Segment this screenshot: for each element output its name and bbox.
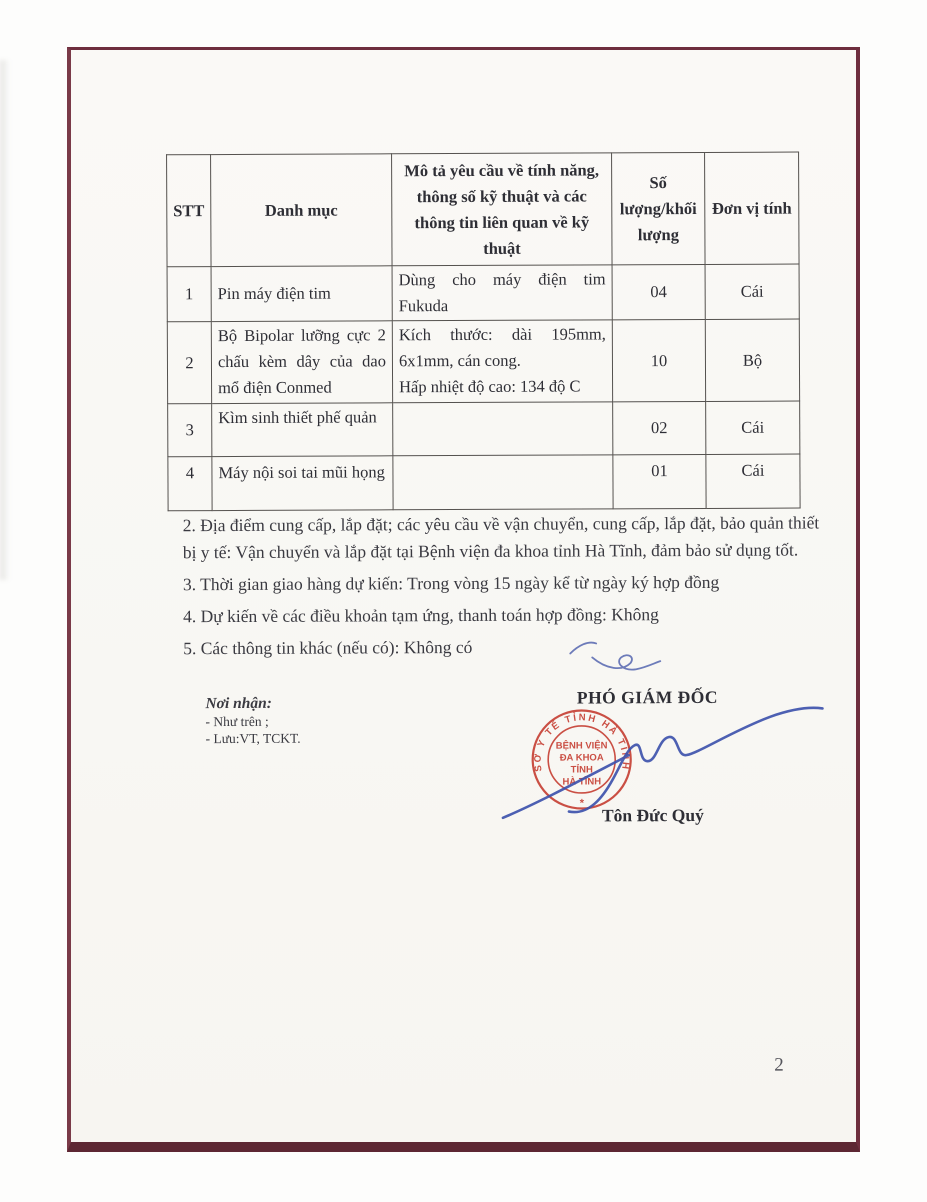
cell-don-vi: Cái	[705, 264, 799, 319]
signer-name: Tôn Đức Quý	[601, 804, 704, 826]
recipient-item: - Lưu:VT, TCKT.	[205, 730, 301, 747]
paragraph-2: 2. Địa điểm cung cấp, lắp đặt; các yêu cầu về vận chuyển, cung cấp, lắp đặt, bảo quản thiết bị y tế: Vận chuyển và lắp đặt tại Bệnh viện đa khoa tỉnh Hà Tĩnh, đảm bảo sử dụng tốt.	[182, 512, 820, 563]
stamp-center-line: HÀ TĨNH	[562, 776, 602, 788]
recipients-label: Nơi nhận:	[205, 694, 272, 713]
cell-mo-ta	[393, 402, 613, 456]
body-paragraphs	[183, 509, 821, 667]
cell-so-luong: 04	[612, 264, 705, 319]
stamp-ring-text: SỞ Y TẾ TỈNH HÀ TĨNH	[532, 712, 631, 773]
page-number: 2	[774, 1054, 784, 1076]
signer-title: PHÓ GIÁM ĐỐC	[576, 686, 719, 708]
ink-scribble	[558, 627, 678, 680]
cell-don-vi: Cái	[706, 401, 800, 454]
cell-so-luong: 10	[612, 319, 705, 401]
table-header-row	[167, 152, 799, 267]
paragraph-4: 4. Dự kiến về các điều khoản tạm ứng, thanh toán hợp đồng: Không	[183, 604, 659, 627]
table-row	[168, 401, 800, 457]
cell-danh-muc: Bộ Bipolar lưỡng cực 2 chấu kèm dây của dao mổ điện Conmed	[211, 321, 392, 404]
mo-ta-line1: Kích thước: dài 195mm, 6x1mm, cán cong.	[398, 324, 606, 371]
cell-stt: 4	[168, 457, 212, 511]
cell-stt: 1	[167, 267, 211, 322]
cell-stt: 3	[168, 404, 212, 457]
cell-so-luong: 01	[613, 454, 706, 508]
paragraph-3: 3. Thời gian giao hàng dự kiến: Trong vòng 15 ngày kể từ ngày ký hợp đồng	[182, 571, 720, 595]
recipient-item: - Như trên ;	[205, 713, 269, 730]
stamp-center-line: TỈNH	[570, 764, 593, 776]
header-danh-muc: Danh mục	[211, 154, 392, 267]
cell-danh-muc: Kìm sinh thiết phế quản	[212, 403, 393, 457]
cell-don-vi: Cái	[706, 454, 800, 508]
equipment-table	[166, 152, 801, 512]
cell-danh-muc: Pin máy điện tim	[211, 266, 392, 322]
stamp-star: *	[579, 797, 585, 810]
table-row	[167, 319, 799, 404]
header-so-luong: Số lượng/khối lượng	[612, 152, 705, 264]
table-row	[168, 454, 800, 511]
cell-mo-ta	[392, 320, 612, 403]
header-stt: STT	[167, 155, 211, 267]
header-mo-ta: Mô tả yêu cầu về tính năng, thông số kỹ thuật và các thông tin liên quan về kỹ thuật	[392, 153, 612, 266]
recipients-block	[205, 695, 300, 747]
cell-mo-ta	[393, 455, 613, 510]
stamp-center-line: ĐA KHOA	[559, 752, 604, 764]
cell-mo-ta: Dùng cho máy điện tim Fukuda	[392, 265, 612, 321]
cell-don-vi: Bộ	[705, 319, 799, 401]
cell-stt: 2	[167, 322, 211, 404]
cell-danh-muc: Máy nội soi tai mũi họng	[212, 456, 393, 511]
cell-so-luong: 02	[613, 401, 706, 454]
paragraph-5: 5. Các thông tin khác (nếu có): Không có	[183, 636, 473, 659]
stamp-center-line: BỆNH VIỆN	[555, 740, 608, 752]
table-row	[167, 264, 799, 322]
mo-ta-line2: Hấp nhiệt độ cao: 134 độ C	[399, 376, 581, 397]
header-don-vi: Đơn vị tính	[705, 152, 799, 264]
